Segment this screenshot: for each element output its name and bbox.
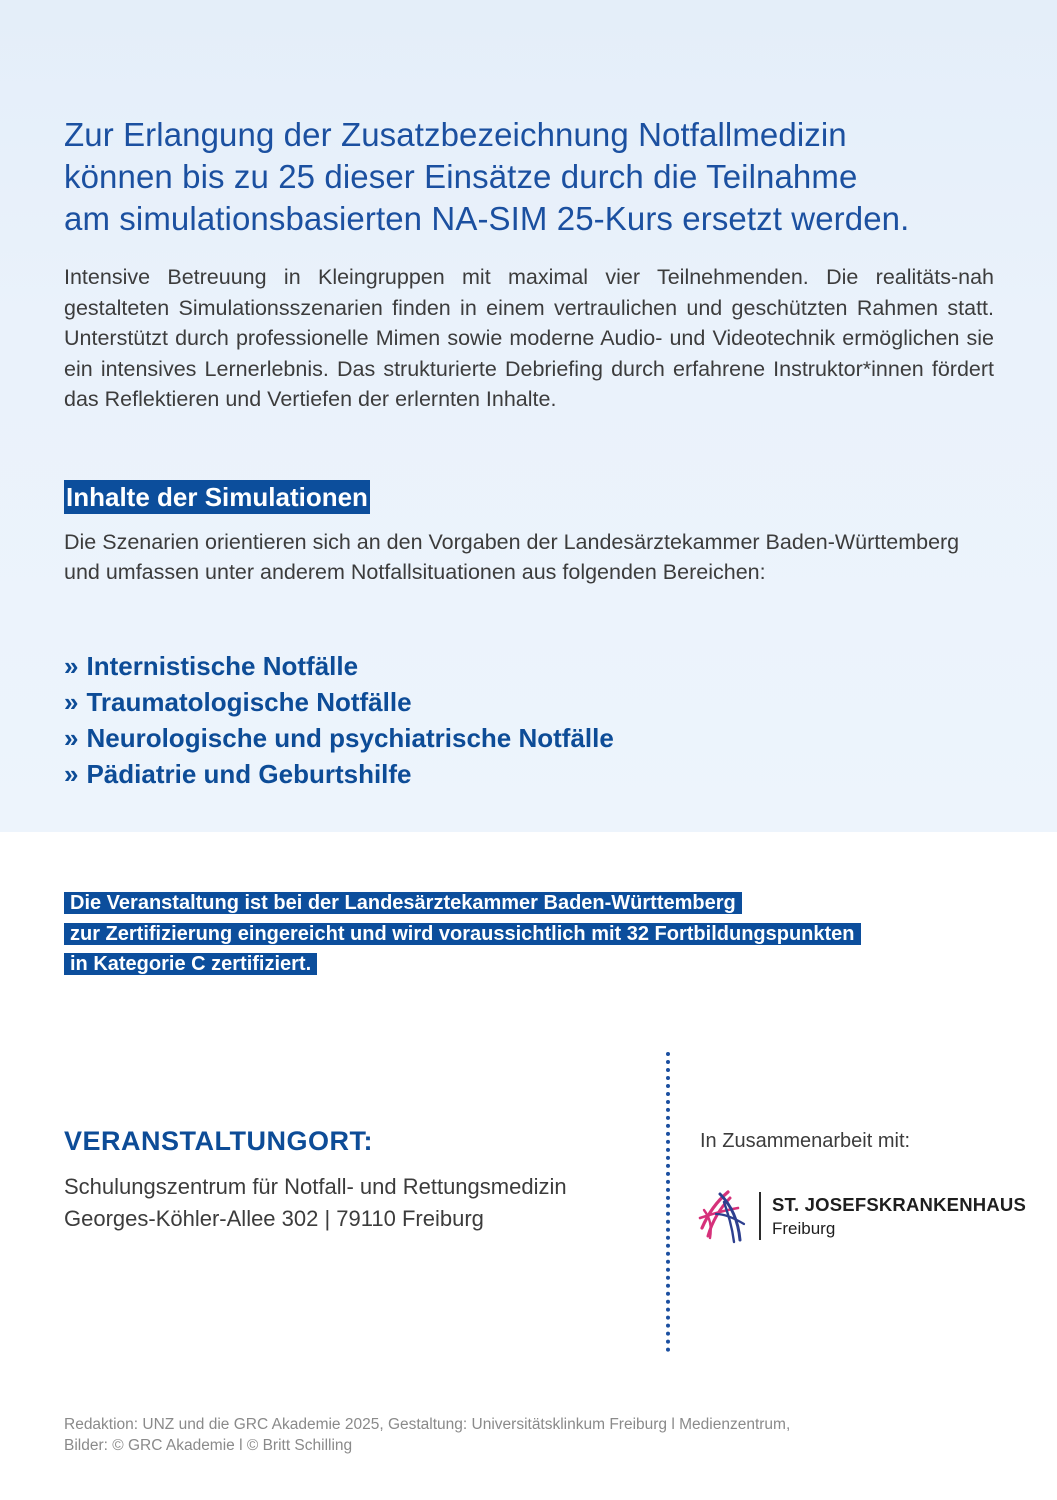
venue-heading: VERANSTALTUNGORT:: [64, 1126, 373, 1156]
chevron-bullet: »: [64, 759, 79, 789]
list-item: [64, 648, 614, 684]
credits-line: Redaktion: UNZ und die GRC Akademie 2025, Gestaltung: Universitätsklinkum Freiburg l Medienzentrum,: [64, 1416, 791, 1433]
credits-line: Bilder: © GRC Akademie l © Britt Schilling: [64, 1437, 353, 1454]
venue-address: Georges-Köhler-Allee 302 | 79110 Freiburg: [64, 1206, 484, 1231]
simulations-intro-text: Die Szenarien orientieren sich an den Vorgaben der Landesärztekammer Baden-Württemberg und umfassen unter anderem Notfallsituationen aus folgenden Bereichen:: [64, 530, 960, 584]
list-item-label: Neurologische und psychiatrische Notfälle: [86, 723, 614, 753]
chevron-bullet: »: [64, 723, 79, 753]
logo-separator: [759, 1192, 761, 1240]
intro-line: Zur Erlangung der Zusatzbezeichnung Notfallmedizin: [64, 116, 847, 153]
hospital-logo-icon: [698, 1188, 746, 1244]
list-item: [64, 756, 614, 792]
chevron-bullet: »: [64, 687, 79, 717]
intro-line: können bis zu 25 dieser Einsätze durch die Teilnahme: [64, 158, 858, 195]
list-item-label: Traumatologische Notfälle: [86, 687, 412, 717]
chevron-bullet: »: [64, 651, 79, 681]
emergency-areas-list: [64, 648, 614, 792]
intro-heading: [64, 114, 1004, 240]
dotted-divider: [666, 1052, 670, 1352]
description-paragraph: Intensive Betreuung in Kleingruppen mit maximal vier Teilnehmenden. Die realitäts-nah gestalteten Simulationsszenarien finden in einem vertraulichen und geschützten Rahmen statt. Unterstützt durch professionelle Mimen sowie moderne Audio- und Videotechnik ermöglichen sie ein intensives Lernerlebnis. Das strukturierte Debriefing durch erfahrene Instruktor*innen fördert das Reflektieren und Vertiefen der erlernten Inhalte.: [64, 265, 994, 412]
certification-notice: [64, 888, 1024, 980]
certification-line: in Kategorie C zertifiziert.: [64, 953, 317, 975]
intro-line: am simulationsbasierten NA-SIM 25-Kurs ersetzt werden.: [64, 200, 910, 237]
section-heading-simulations: Inhalte der Simulationen: [66, 482, 368, 512]
venue-name: Schulungszentrum für Notfall- und Rettungsmedizin: [64, 1174, 567, 1199]
list-item: [64, 720, 614, 756]
st-josefskrankenhaus-logo: [698, 1188, 1028, 1248]
logo-hospital-name: ST. JOSEFSKRANKENHAUS: [772, 1194, 1026, 1215]
list-item-label: Internistische Notfälle: [86, 651, 359, 681]
certification-line: zur Zertifizierung eingereicht und wird voraussichtlich mit 32 Fortbildungspunkten: [64, 923, 861, 945]
list-item: [64, 684, 614, 720]
cooperation-label: In Zusammenarbeit mit:: [700, 1130, 911, 1152]
logo-city: Freiburg: [772, 1219, 836, 1238]
credits: [64, 1414, 964, 1456]
certification-line: Die Veranstaltung ist bei der Landesärztekammer Baden-Württemberg: [64, 892, 742, 914]
list-item-label: Pädiatrie und Geburtshilfe: [86, 759, 412, 789]
